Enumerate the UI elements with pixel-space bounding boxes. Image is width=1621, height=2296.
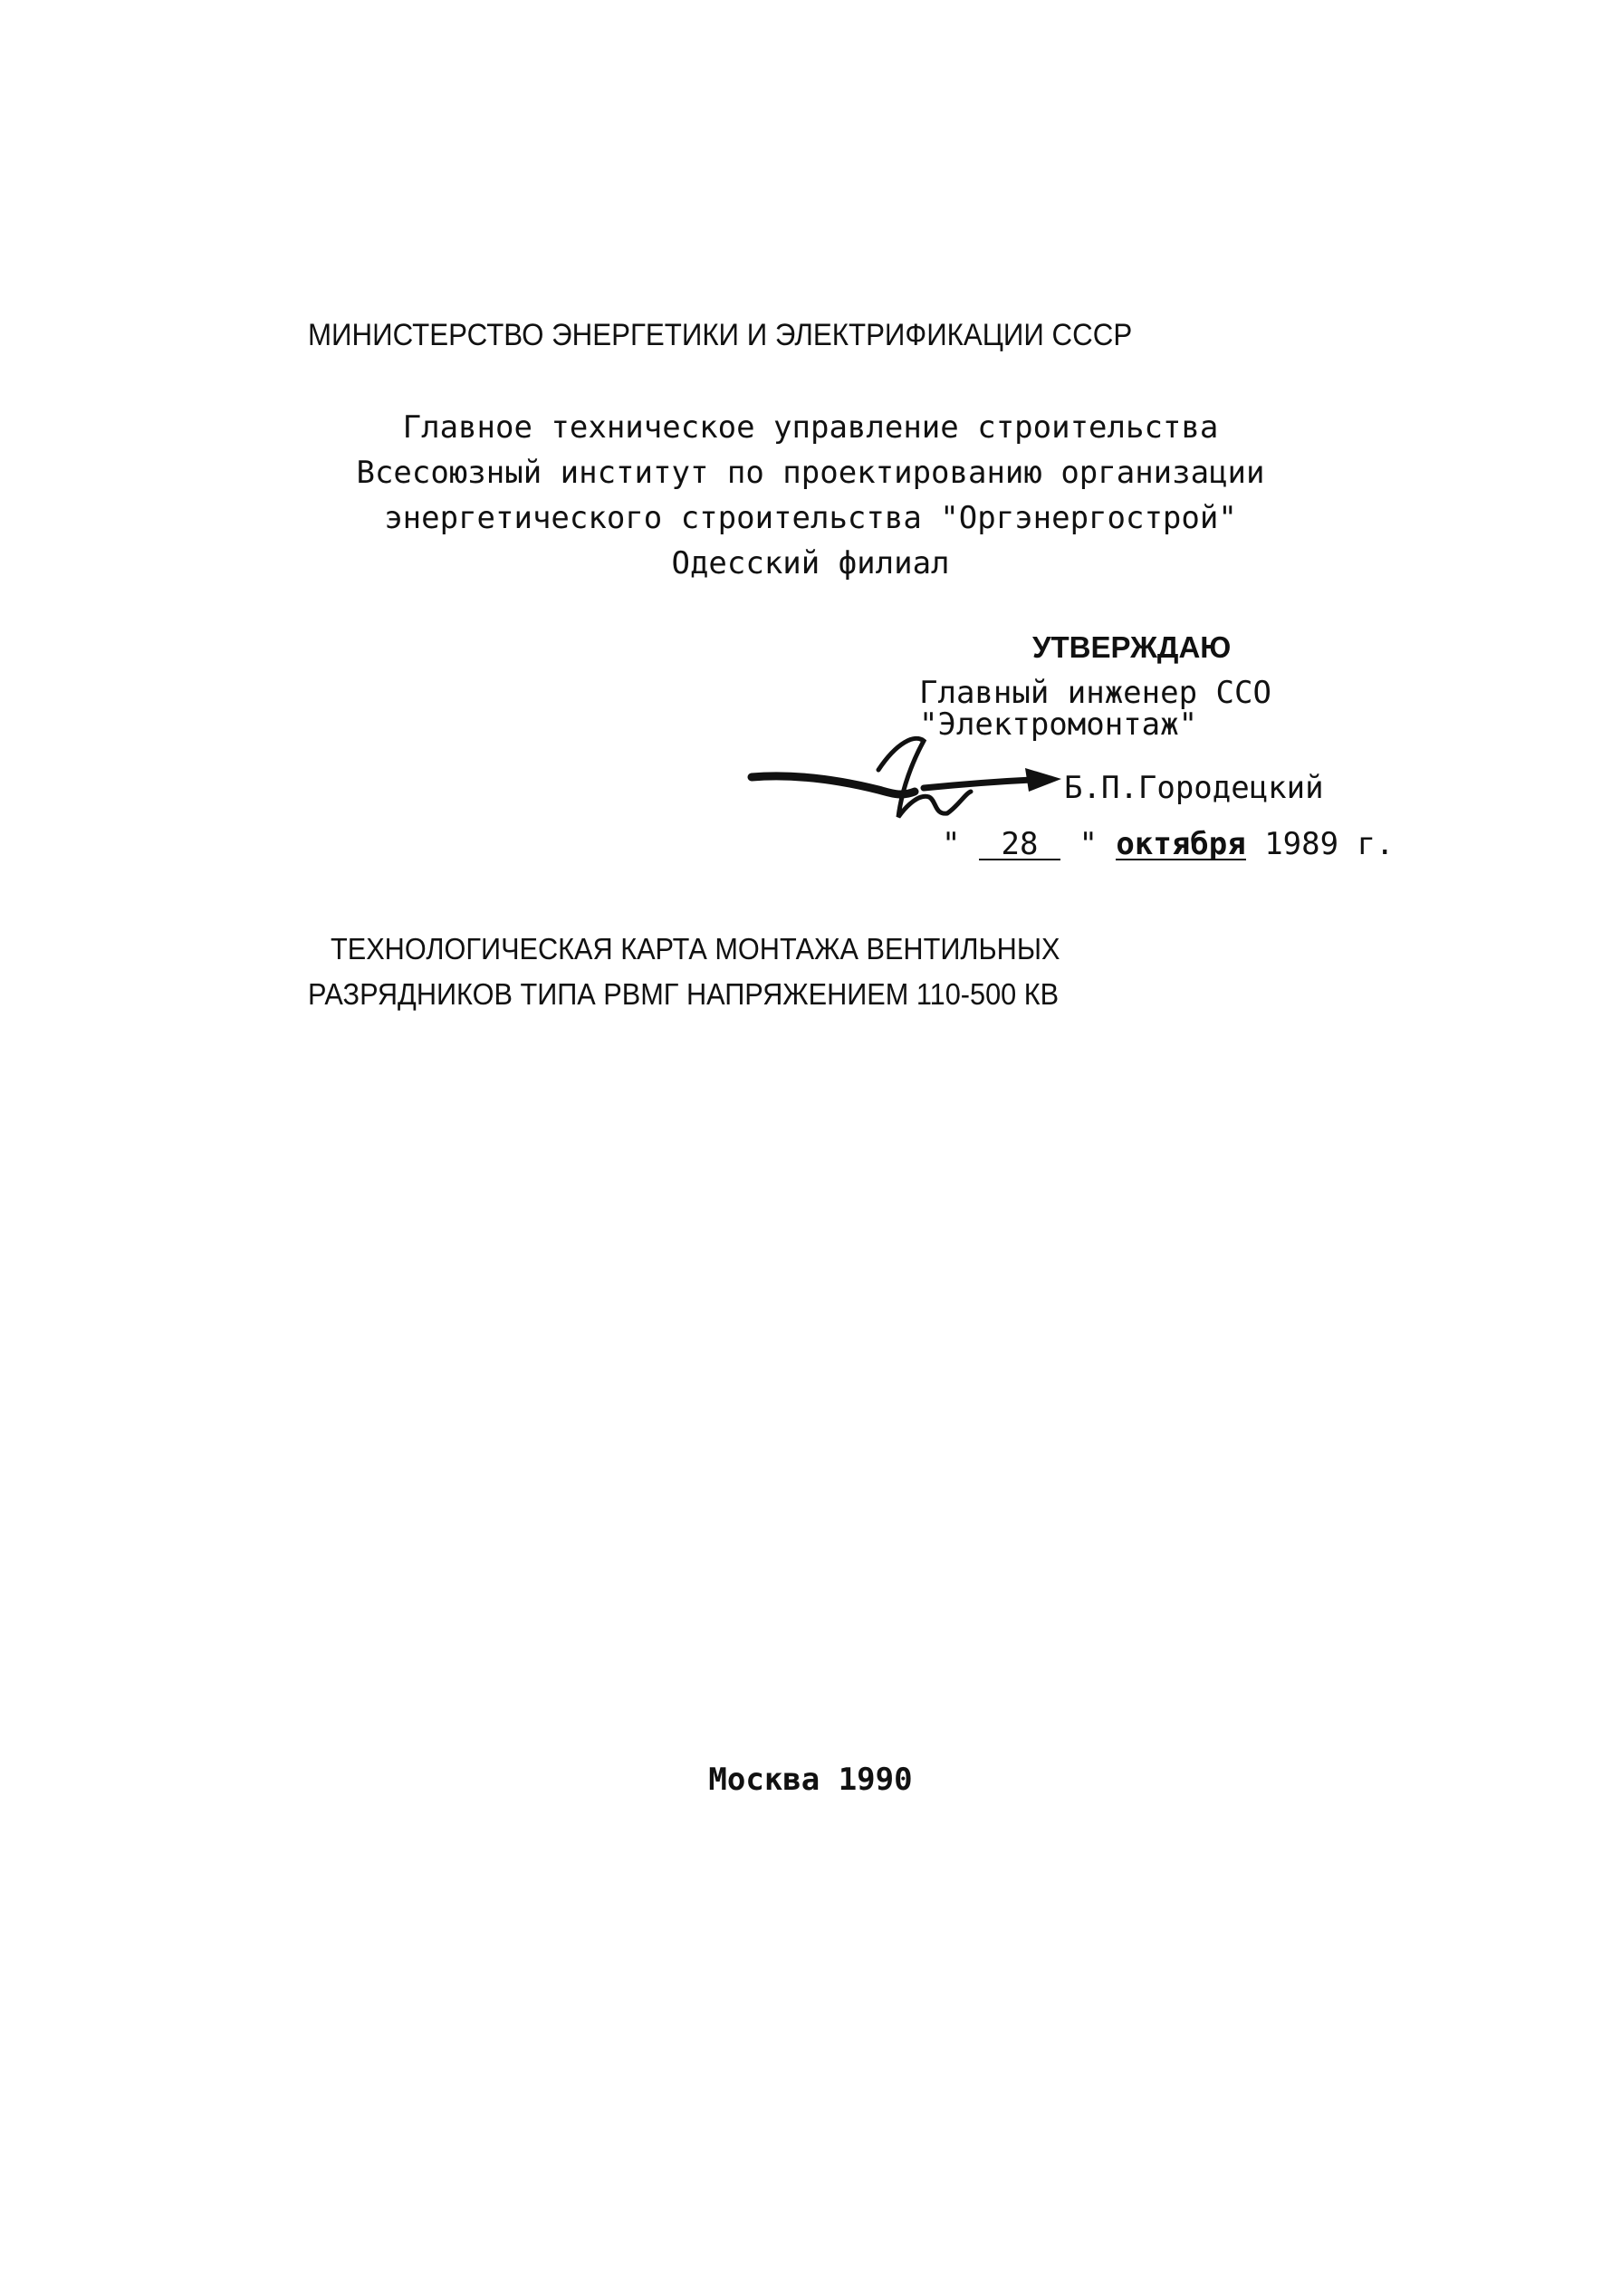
org-line-1: Главное техническое управление строительства [402,409,1219,446]
handwritten-signature [743,734,1069,833]
org-line-2: Всесоюзный институт по проектированию организации [356,455,1265,491]
date-month: октября [1116,826,1246,862]
date-open-quote: " [942,826,961,862]
signer-name: Б.П.Городецкий [1064,770,1324,806]
date-year: 1989 г. [1264,826,1395,862]
org-line-4: Одесский филиал [671,545,950,581]
org-line-3: энергетического строительства "Оргэнергострой" [384,500,1237,536]
approve-label: УТВЕРЖДАЮ [1032,630,1232,664]
document-title-line-1: ТЕХНОЛОГИЧЕСКАЯ КАРТА МОНТАЖА ВЕНТИЛЬНЫХ [331,932,1060,965]
place-and-year: Москва 1990 [708,1762,913,1798]
position-line-2: "Электромонтаж" [919,706,1198,743]
ministry-name: МИНИСТЕРСТВО ЭНЕРГЕТИКИ И ЭЛЕКТРИФИКАЦИИ СССР [308,318,1133,352]
date-day: 28 [979,830,1060,860]
position-line-1: Главный инженер ССО [919,675,1271,711]
approval-date [942,826,1395,862]
document-title-line-2: РАЗРЯДНИКОВ ТИПА РВМГ НАПРЯЖЕНИЕМ 110-500 КВ [308,977,1060,1011]
date-close-quote: " [1079,826,1098,862]
